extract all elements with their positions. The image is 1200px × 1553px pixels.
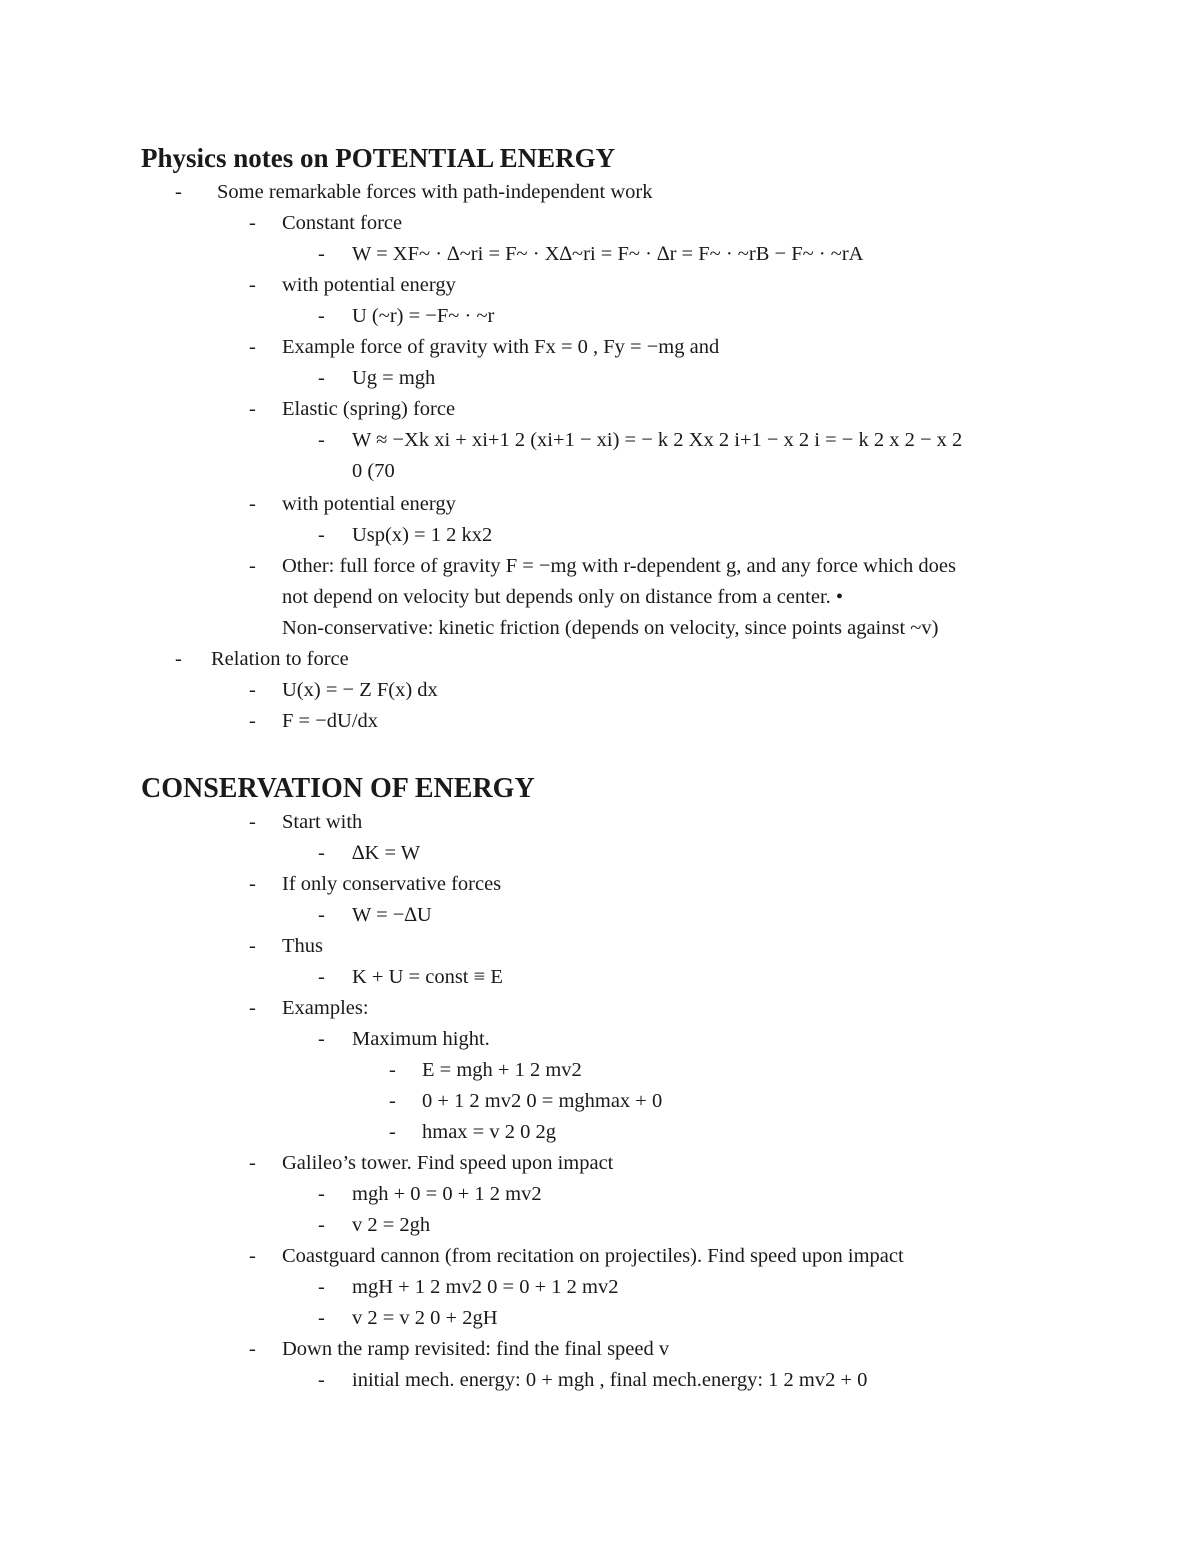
document-page: Physics notes on POTENTIAL ENERGY - Some remarkable forces with path-independent work - Constant force - W = XF~ · ∆~ri = F~ · X∆~ri = F~ · ∆r = F~ · ~rB − F~ · ~rA - with potential energy - U (~r) = −F~ · ~r - Example force of gravity with Fx = 0 , Fy = −mg and - Ug = mgh - Elastic (spring) force - W ≈ −Xk xi + xi+1 2 (xi+1 − xi) = − k 2 Xx 2 i+1 − x 2 i = − k 2 x 2 − x 2 0 (70 - with potential energy - Usp(x) = 1 2 kx2 - Other: full force of gravity F = −mg with r-dependent g, and any force which does not depend on velocity but depends only on distance from a center. • Non-conservative: kinetic friction (depends on velocity, since points against ~v) - Relation to force - U(x) = − Z F(x) dx - F = −dU/dx CONSERVATION OF ENERGY - Start with - ∆K = W - If only conservative forces - W = −∆U - Thus - K + U = const ≡ E - Examples: - Maximum hight. - E = mgh + 1 2 mv2 - 0 + 1 2 mv2 0 = mghmax + 0 - hmax = v 2 0 2g - Galileo’s tower. Find speed upon impact - mgh + 0 = 0 + 1 2 mv2 - v 2 = 2gh - Coastguard cannon (from recitation on projectiles). Find speed upon impact - mgH + 1 2 mv2 0 = 0 + 1 2 mv2 - v 2 = v 2 0 + 2gH - Down the ramp revisited: find the final speed v - initial mech. energy: 0 + mgh , final mech.energy: 1 2 mv2 + 0: [141, 143, 963, 1391]
section-title-conservation-of-energy: CONSERVATION OF ENERGY: [141, 773, 535, 804]
section-title-potential-energy: Physics notes on POTENTIAL ENERGY: [141, 143, 616, 173]
